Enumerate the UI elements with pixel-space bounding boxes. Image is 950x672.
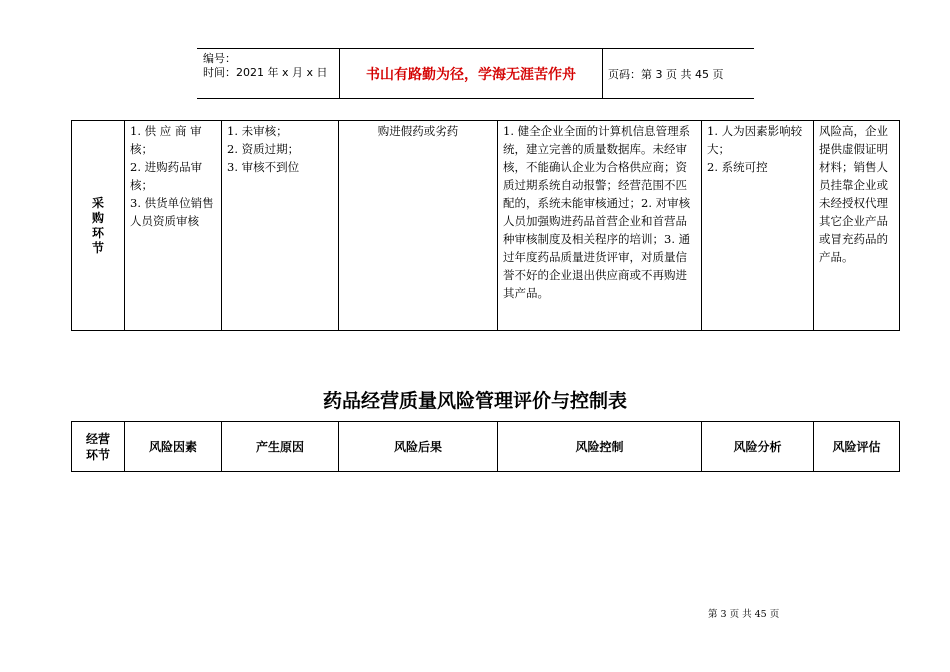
causes-cell (222, 121, 339, 331)
number-label: 编号： (203, 52, 236, 65)
header-stage: 经营 环节 (72, 422, 125, 472)
evaluation-text: 风险高，企业提供虚假证明材料；销售人员挂靠企业或未经授权代理其它企业产品或冒充药品的产品。 (819, 124, 888, 264)
causes-text: 1. 未审核； 2. 资质过期； 3. 审核不到位 (227, 124, 300, 174)
header-motto: 书山有路勤为径，学海无涯苦作舟 (339, 49, 603, 98)
header-page-info: 页码：第 3 页 共 45 页 (608, 67, 724, 81)
risk-factors-text: 1. 供 应 商 审 核； 2. 进购药品审核； 3. 供货单位销售人员资质审核 (130, 124, 214, 228)
header-cause: 产生原因 (222, 422, 339, 472)
stage-char: 环 (91, 225, 104, 240)
column-header-table (71, 421, 900, 472)
header-analysis: 风险分析 (702, 422, 814, 472)
stage-char: 购 (91, 210, 104, 225)
header-evaluation: 风险评估 (814, 422, 900, 472)
evaluation-cell (814, 121, 900, 331)
stage-char: 节 (91, 240, 104, 255)
header-meta (197, 49, 339, 98)
purchase-stage-table (71, 120, 900, 331)
consequences-text: 购进假药或劣药 (377, 124, 459, 138)
stage-char: 采 (91, 195, 104, 210)
time-label: 时间：2021 年 x 月 x 日 (203, 66, 328, 79)
control-text: 1. 健全企业全面的计算机信息管理系统，建立完善的质量数据库。未经审核，不能确认企业为合格供应商；资质过期系统自动报警；经营范围不匹配的，系统未能审核通过；2. 对审核人员加强购进药品首营企业和首营品种审核制度及相关程序的培训；3. 通过年度药品质量进货评审，对质量信誉不好的企业退出供应商或不再购进其产品。 (503, 124, 691, 300)
header-risk-factor: 风险因素 (125, 422, 222, 472)
header-consequence: 风险后果 (339, 422, 498, 472)
page-footer: 第 3 页 共 45 页 (708, 609, 780, 620)
analysis-cell (702, 121, 814, 331)
risk-factors-cell (125, 121, 222, 331)
consequences-cell (339, 121, 498, 331)
page-title: 药品经营质量风险管理评价与控制表 (322, 390, 627, 412)
control-cell (498, 121, 702, 331)
stage-cell (72, 121, 125, 331)
header-control: 风险控制 (498, 422, 702, 472)
analysis-text: 1. 人为因素影响较大； 2. 系统可控 (707, 124, 803, 174)
page-header (197, 48, 754, 99)
